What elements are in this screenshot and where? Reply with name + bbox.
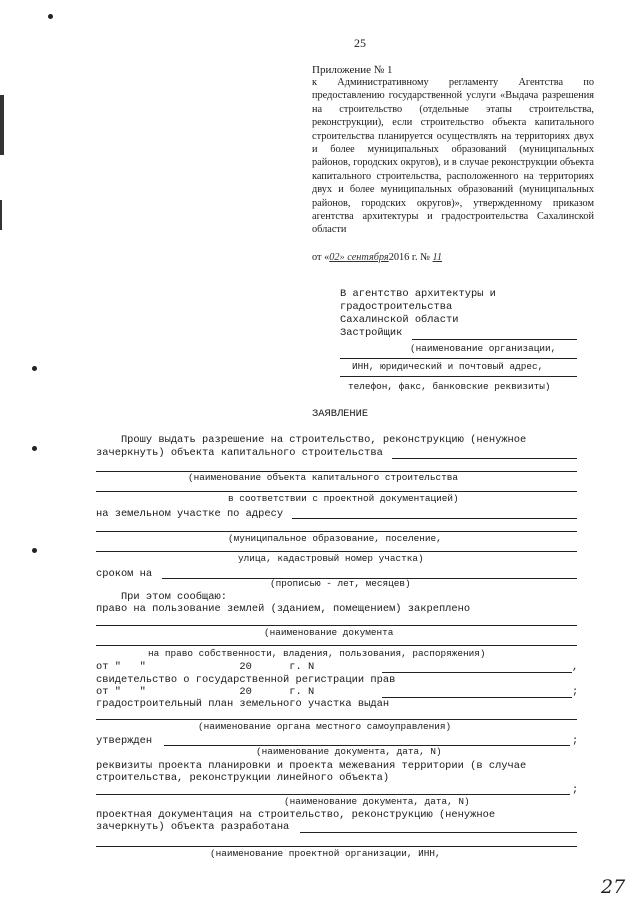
hint-term: (прописью - лет, месяцев) xyxy=(270,578,411,589)
urban-plan-field-line[interactable] xyxy=(96,719,577,720)
scan-dot xyxy=(32,548,37,553)
form-line: При этом сообщаю: xyxy=(96,591,227,603)
hint-doc-date-num: (наименование документа, дата, N) xyxy=(256,746,442,757)
scan-edge-mark xyxy=(0,200,2,230)
order-number-handwritten: 11 xyxy=(432,252,443,263)
date-prefix: от « xyxy=(312,252,330,263)
form-line: право на пользование землей (зданием, помещением) закреплено xyxy=(96,603,471,615)
form-line: свидетельство о государственной регистрации прав xyxy=(96,674,396,686)
developer-field-line[interactable] xyxy=(412,339,577,340)
address-field-line[interactable] xyxy=(96,551,577,552)
appendix-text: к Административному регламенту Агентства по предоставлению государственной услуги «Выдача разрешения на строительство (отдельные этапы строительства, реконструкции), если строительство объекта капитального строительства планируется осуществлять на территориях двух и более муниципальных образований (муниципальных районов, городских округов), и в случае реконструкции объекта капитального строительства, расположенного на территориях двух и более муниципальных образований (муниципальных районов, городских округов)», утвержденному приказом агентства архитектуры и градостроительства Сахалинской области xyxy=(312,77,594,236)
scan-dot xyxy=(32,446,37,451)
developer-field-line[interactable] xyxy=(340,376,577,377)
form-line: Прошу выдать разрешение на строительство, реконструкцию (ненужное xyxy=(96,434,527,446)
address-field-line[interactable] xyxy=(96,531,577,532)
form-line: строительства, реконструкции линейного объекта) xyxy=(96,772,390,784)
form-line: на земельном участке по адресу xyxy=(96,508,284,520)
hint-municipality: (муниципальное образование, поселение, xyxy=(228,533,442,544)
appendix-title: Приложение № 1 xyxy=(312,64,393,76)
form-line: проектная документация на строительство, реконструкцию (ненужное xyxy=(96,809,496,821)
hint-project-doc: в соответствии с проектной документацией) xyxy=(228,493,459,504)
page-number: 25 xyxy=(354,36,366,50)
form-punct: ; xyxy=(572,784,579,796)
number-field-line[interactable] xyxy=(382,672,572,673)
hint-organization: (наименование организации, xyxy=(410,343,557,354)
developer-field-line[interactable] xyxy=(340,358,577,359)
developer-org-field-line[interactable] xyxy=(96,846,577,847)
form-line: градостроительный план земельного участка выдан xyxy=(96,698,390,710)
form-punct: , xyxy=(572,661,579,673)
form-line-date: от " " 20 г. N xyxy=(96,661,315,673)
addressee-line2: градостроительства xyxy=(340,301,453,313)
hint-street-cadastral: улица, кадастровый номер участка) xyxy=(238,553,424,564)
planning-field-line[interactable] xyxy=(96,794,570,795)
land-right-field-line[interactable] xyxy=(96,625,577,626)
land-right-field-line[interactable] xyxy=(96,645,577,646)
address-field-line[interactable] xyxy=(292,518,577,519)
form-punct: ; xyxy=(572,686,579,698)
developer-org-field-line[interactable] xyxy=(300,832,577,833)
date-mid: 2016 г. № xyxy=(388,252,433,263)
handwritten-page-mark: 27 xyxy=(601,876,626,898)
hint-ownership: на право собственности, владения, пользования, распоряжения) xyxy=(148,648,486,659)
form-line-date: от " " 20 г. N xyxy=(96,686,315,698)
hint-document-name: (наименование документа xyxy=(264,627,394,638)
scan-edge-mark xyxy=(0,95,4,155)
appendix-date xyxy=(312,252,442,263)
date-handwritten: 02» сентября xyxy=(329,252,389,263)
form-line: сроком на xyxy=(96,568,153,580)
object-field-line[interactable] xyxy=(96,491,577,492)
scan-dot xyxy=(32,366,37,371)
hint-object-name: (наименование объекта капитального строительства xyxy=(188,472,459,483)
hint-authority: (наименование органа местного самоуправления) xyxy=(198,721,452,732)
object-field-line[interactable] xyxy=(392,458,577,459)
form-line: утвержден xyxy=(96,735,153,747)
hint-design-org: (наименование проектной организации, ИНН, xyxy=(210,848,441,859)
number-field-line[interactable] xyxy=(382,697,572,698)
hint-inn-address: ИНН, юридический и почтовый адрес, xyxy=(352,361,544,372)
addressee-line4: Застройщик xyxy=(340,327,403,339)
form-line: зачеркнуть) объекта капитального строительства xyxy=(96,447,383,459)
hint-doc-date-num: (наименование документа, дата, N) xyxy=(284,796,470,807)
scan-dot xyxy=(48,14,53,19)
form-line: зачеркнуть) объекта разработана xyxy=(96,821,290,833)
form-punct: ; xyxy=(572,735,579,747)
addressee-line1: В агентство архитектуры и xyxy=(340,288,496,300)
hint-phone-bank: телефон, факс, банковские реквизиты) xyxy=(348,381,551,392)
form-line: реквизиты проекта планировки и проекта межевания территории (в случае xyxy=(96,760,527,772)
form-heading: ЗАЯВЛЕНИЕ xyxy=(312,408,369,420)
addressee-line3: Сахалинской области xyxy=(340,314,459,326)
